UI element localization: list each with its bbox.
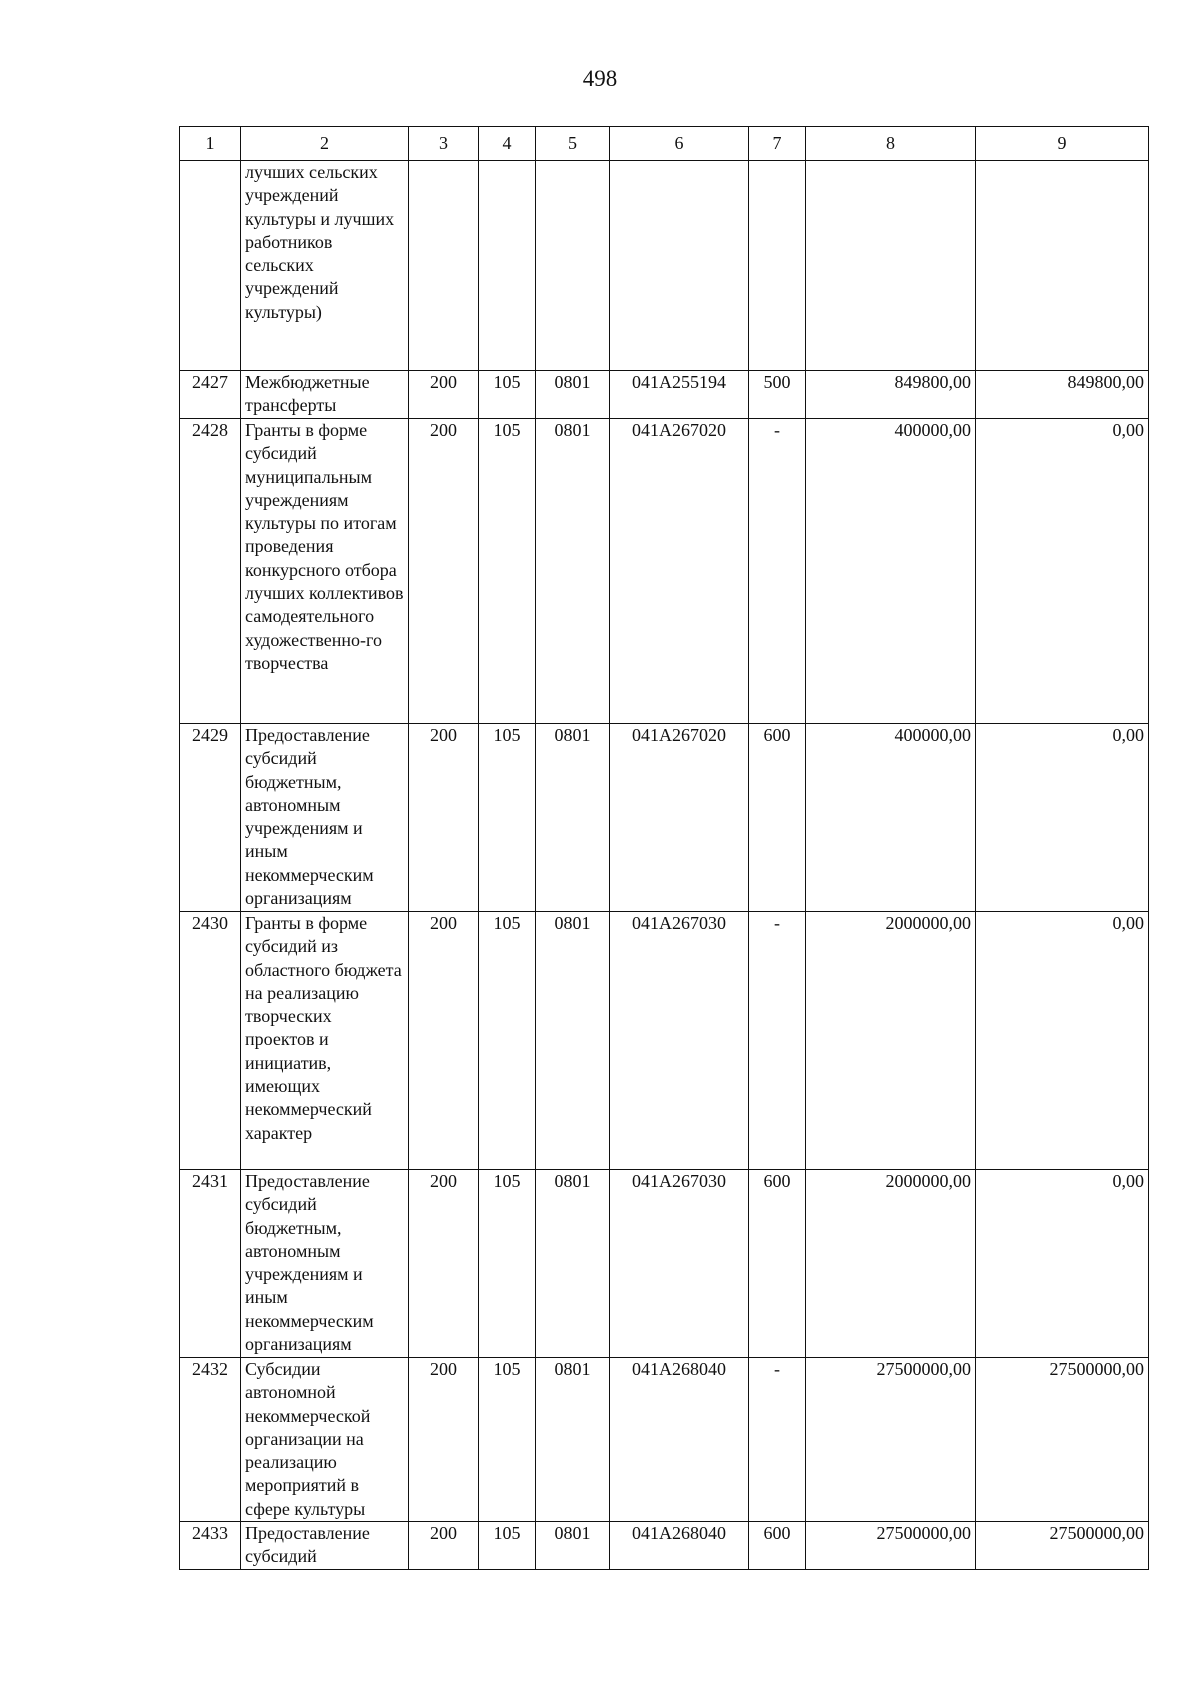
cell-col6: 041A267020 [610, 419, 749, 724]
table-row [180, 419, 1149, 724]
cell-col9: 849800,00 [976, 371, 1149, 419]
cell-col5: 0801 [536, 1170, 610, 1358]
table-row [180, 1522, 1149, 1570]
cell-col6 [610, 161, 749, 371]
cell-col3: 200 [409, 1522, 479, 1570]
cell-col6: 041A267030 [610, 1170, 749, 1358]
cell-col8: 400000,00 [806, 419, 976, 724]
cell-col9: 0,00 [976, 1170, 1149, 1358]
cell-col9: 27500000,00 [976, 1358, 1149, 1522]
column-header: 4 [479, 127, 536, 161]
cell-col4 [479, 161, 536, 371]
row-number: 2433 [180, 1522, 241, 1570]
row-name: Субсидии автономной некоммерческой организации на реализацию мероприятий в сфере культуры [241, 1358, 409, 1522]
column-header: 2 [241, 127, 409, 161]
table-row [180, 161, 1149, 371]
cell-col8: 27500000,00 [806, 1522, 976, 1570]
cell-col5: 0801 [536, 1522, 610, 1570]
row-name: Предоставление субсидий бюджетным, автономным учреждениям и иным некоммерческим организациям [241, 724, 409, 912]
cell-col9: 0,00 [976, 912, 1149, 1170]
cell-col4: 105 [479, 1522, 536, 1570]
cell-col3: 200 [409, 371, 479, 419]
header-row [180, 127, 1149, 161]
row-name: Предоставление субсидий бюджетным, автономным учреждениям и иным некоммерческим организациям [241, 1170, 409, 1358]
cell-col4: 105 [479, 371, 536, 419]
cell-col3: 200 [409, 724, 479, 912]
cell-col9: 27500000,00 [976, 1522, 1149, 1570]
cell-col6: 041A268040 [610, 1522, 749, 1570]
row-name: Гранты в форме субсидий муниципальным учреждениям культуры по итогам проведения конкурсного отбора лучших коллективов самодеятельного художественно-го творчества [241, 419, 409, 724]
row-number: 2431 [180, 1170, 241, 1358]
table-row [180, 1170, 1149, 1358]
cell-col8 [806, 161, 976, 371]
cell-col4: 105 [479, 1358, 536, 1522]
cell-col9: 0,00 [976, 419, 1149, 724]
cell-col7 [749, 161, 806, 371]
table-row [180, 371, 1149, 419]
cell-col4: 105 [479, 1170, 536, 1358]
cell-col8: 27500000,00 [806, 1358, 976, 1522]
cell-col3: 200 [409, 1358, 479, 1522]
row-number [180, 161, 241, 371]
cell-col4: 105 [479, 912, 536, 1170]
cell-col3 [409, 161, 479, 371]
row-number: 2427 [180, 371, 241, 419]
column-header: 8 [806, 127, 976, 161]
cell-col6: 041A267030 [610, 912, 749, 1170]
cell-col5: 0801 [536, 419, 610, 724]
cell-col8: 2000000,00 [806, 912, 976, 1170]
page-number: 498 [582, 66, 618, 91]
cell-col5: 0801 [536, 724, 610, 912]
cell-col7: 600 [749, 1522, 806, 1570]
table-row [180, 724, 1149, 912]
cell-col6: 041A268040 [610, 1358, 749, 1522]
cell-col4: 105 [479, 419, 536, 724]
row-name: Межбюджетные трансферты [241, 371, 409, 419]
cell-col3: 200 [409, 419, 479, 724]
row-name: Предоставление субсидий [241, 1522, 409, 1570]
column-header: 7 [749, 127, 806, 161]
cell-col3: 200 [409, 1170, 479, 1358]
column-header: 9 [976, 127, 1149, 161]
cell-col8: 2000000,00 [806, 1170, 976, 1358]
cell-col8: 849800,00 [806, 371, 976, 419]
cell-col7: - [749, 1358, 806, 1522]
cell-col5: 0801 [536, 1358, 610, 1522]
cell-col4: 105 [479, 724, 536, 912]
budget-table [179, 126, 1149, 1570]
cell-col3: 200 [409, 912, 479, 1170]
cell-col5 [536, 161, 610, 371]
table-row [180, 912, 1149, 1170]
row-name: лучших сельских учреждений культуры и лучших работников сельских учреждений культуры) [241, 161, 409, 371]
row-number: 2428 [180, 419, 241, 724]
cell-col6: 041A255194 [610, 371, 749, 419]
cell-col9: 0,00 [976, 724, 1149, 912]
cell-col7: 600 [749, 1170, 806, 1358]
cell-col5: 0801 [536, 371, 610, 419]
cell-col7: 600 [749, 724, 806, 912]
row-name: Гранты в форме субсидий из областного бюджета на реализацию творческих проектов и инициатив, имеющих некоммерческий характер [241, 912, 409, 1170]
cell-col7: - [749, 912, 806, 1170]
row-number: 2430 [180, 912, 241, 1170]
column-header: 1 [180, 127, 241, 161]
column-header: 3 [409, 127, 479, 161]
cell-col9 [976, 161, 1149, 371]
column-header: 6 [610, 127, 749, 161]
cell-col6: 041A267020 [610, 724, 749, 912]
cell-col5: 0801 [536, 912, 610, 1170]
column-header: 5 [536, 127, 610, 161]
cell-col7: - [749, 419, 806, 724]
row-number: 2432 [180, 1358, 241, 1522]
row-number: 2429 [180, 724, 241, 912]
cell-col7: 500 [749, 371, 806, 419]
table-row [180, 1358, 1149, 1522]
cell-col8: 400000,00 [806, 724, 976, 912]
